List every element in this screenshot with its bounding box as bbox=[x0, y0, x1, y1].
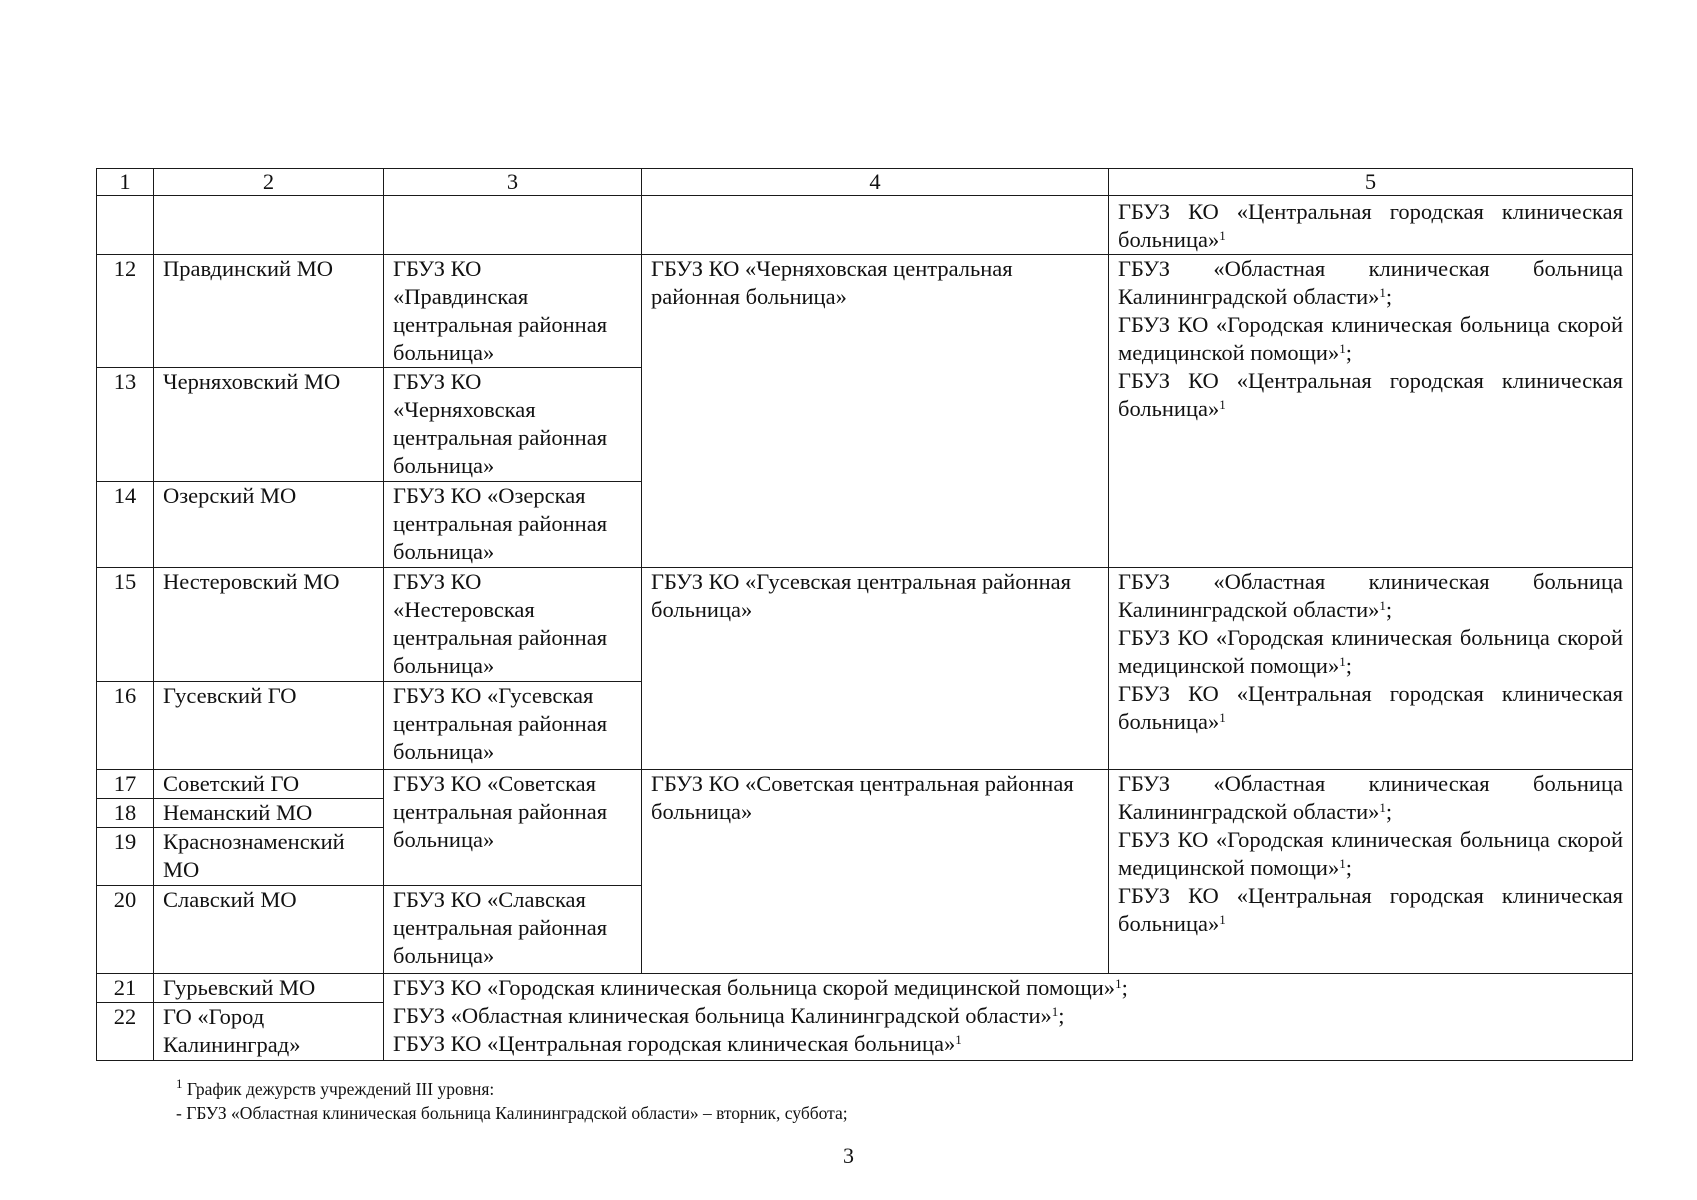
table-row bbox=[97, 974, 1633, 1003]
row-number: 15 bbox=[97, 568, 154, 682]
local-hospital: ГБУЗ КО «Озерская центральная районная больница» bbox=[384, 482, 642, 568]
municipality-name: Черняховский МО bbox=[154, 368, 384, 482]
regional-hospitals: ГБУЗ «Областная клиническая больница Калининградской области»$^1$; ГБУЗ КО «Городская клиническая больница скорой медицинской помощи»$^1$; ГБУЗ КО «Центральная городская клиническая больница»$^1$ bbox=[1109, 568, 1633, 770]
cell-municipality bbox=[154, 196, 384, 255]
row-number: 20 bbox=[97, 886, 154, 974]
local-hospital: ГБУЗ КО «Гусевская центральная районная больница» bbox=[384, 682, 642, 770]
local-hospital: ГБУЗ КО «Нестеровская центральная районная больница» bbox=[384, 568, 642, 682]
local-hospital: ГБУЗ КО «Славская центральная районная больница» bbox=[384, 886, 642, 974]
row-number: 22 bbox=[97, 1003, 154, 1061]
municipality-name: Славский МО bbox=[154, 886, 384, 974]
cell-col5 bbox=[1109, 196, 1633, 255]
regional-hospitals: ГБУЗ «Областная клиническая больница Калининградской области»$^1$; ГБУЗ КО «Городская клиническая больница скорой медицинской помощи»$^1$; ГБУЗ КО «Центральная городская клиническая больница»$^1$ bbox=[1109, 255, 1633, 568]
regional-hospitals: ГБУЗ «Областная клиническая больница Калининградской области»$^1$; ГБУЗ КО «Городская клиническая больница скорой медицинской помощи»$^1$; ГБУЗ КО «Центральная городская клиническая больница»$^1$ bbox=[1109, 770, 1633, 974]
table-row bbox=[97, 255, 1633, 368]
header-cell-4: 4 bbox=[642, 169, 1109, 196]
municipality-name: Гусевский ГО bbox=[154, 682, 384, 770]
footnote-title: $^1$ График дежурств учреждений III уровня: bbox=[176, 1076, 495, 1099]
local-hospital: ГБУЗ КО «Советская центральная районная больница» bbox=[384, 770, 642, 886]
table-row bbox=[97, 770, 1633, 799]
intermediate-hospital: ГБУЗ КО «Черняховская центральная районная больница» bbox=[642, 255, 1109, 568]
cell-col4 bbox=[642, 196, 1109, 255]
cell-hospital bbox=[384, 196, 642, 255]
row-number: 14 bbox=[97, 482, 154, 568]
municipality-name: Правдинский МО bbox=[154, 255, 384, 368]
header-cell-1: 1 bbox=[97, 169, 154, 196]
table-row-continuation bbox=[97, 196, 1633, 255]
header-cell-3: 3 bbox=[384, 169, 642, 196]
local-hospital: ГБУЗ КО «Правдинская центральная районная больница» bbox=[384, 255, 642, 368]
municipality-name: Нестеровский МО bbox=[154, 568, 384, 682]
header-cell-2: 2 bbox=[154, 169, 384, 196]
row-number: 17 bbox=[97, 770, 154, 799]
row-number: 21 bbox=[97, 974, 154, 1003]
header-cell-5: 5 bbox=[1109, 169, 1633, 196]
intermediate-hospital: ГБУЗ КО «Советская центральная районная больница» bbox=[642, 770, 1109, 974]
page-number: 3 bbox=[843, 1143, 854, 1168]
hospital-routing-table bbox=[96, 168, 1633, 1061]
regional-hospitals-merged: ГБУЗ КО «Городская клиническая больница скорой медицинской помощи»$^1$; ГБУЗ «Областная клиническая больница Калининградской области»$^1$; ГБУЗ КО «Центральная городская клиническая больница»$^1$ bbox=[384, 974, 1633, 1061]
cell-num bbox=[97, 196, 154, 255]
row-number: 12 bbox=[97, 255, 154, 368]
municipality-name: Неманский МО bbox=[154, 799, 384, 828]
col5-entry: ГБУЗ КО «Центральная городская клиническая больница»$^1$ bbox=[1118, 199, 1623, 252]
municipality-name: Озерский МО bbox=[154, 482, 384, 568]
row-number: 19 bbox=[97, 828, 154, 886]
footnote-item: - ГБУЗ «Областная клиническая больница Калининградской области» – вторник, суббота; bbox=[176, 1103, 848, 1123]
municipality-name: Гурьевский МО bbox=[154, 974, 384, 1003]
municipality-name: Советский ГО bbox=[154, 770, 384, 799]
row-number: 13 bbox=[97, 368, 154, 482]
row-number: 18 bbox=[97, 799, 154, 828]
table-header-row bbox=[97, 169, 1633, 196]
row-number: 16 bbox=[97, 682, 154, 770]
table-row bbox=[97, 568, 1633, 682]
local-hospital: ГБУЗ КО «Черняховская центральная районная больница» bbox=[384, 368, 642, 482]
intermediate-hospital: ГБУЗ КО «Гусевская центральная районная больница» bbox=[642, 568, 1109, 770]
municipality-name: Краснознаменский МО bbox=[154, 828, 384, 886]
municipality-name: ГО «Город Калининград» bbox=[154, 1003, 384, 1061]
